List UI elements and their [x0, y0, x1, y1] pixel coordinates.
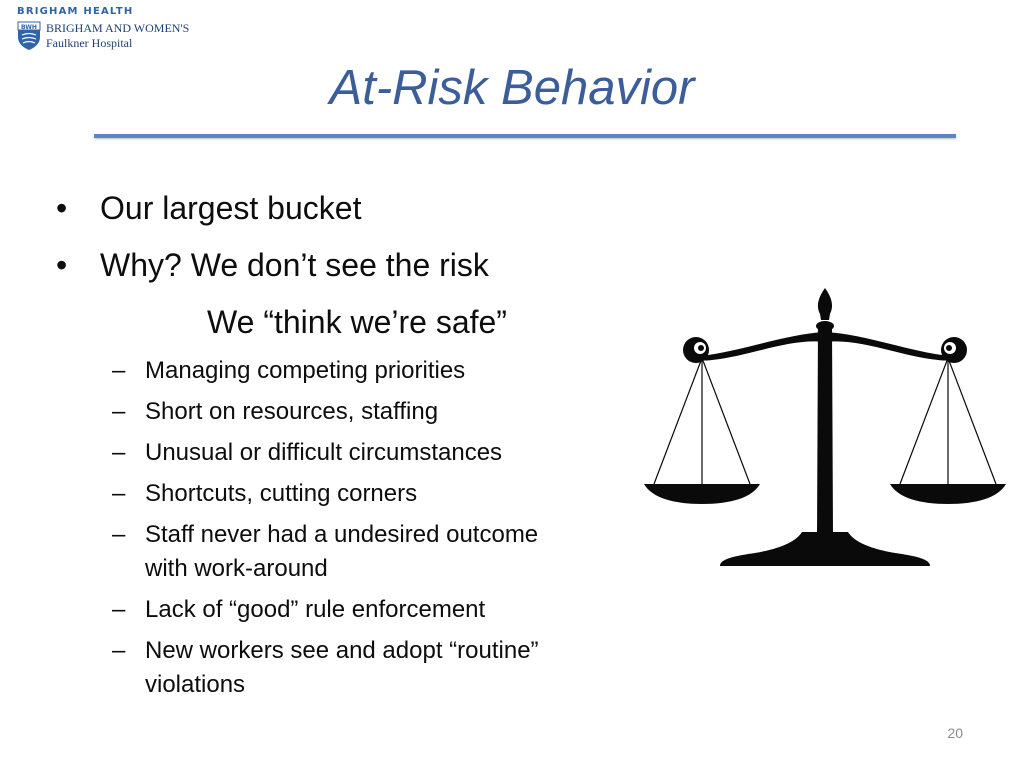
dash-marker: – — [112, 637, 126, 664]
sub-bullet-text: New workers see and adopt “routine” — [145, 637, 539, 664]
hospital-name: BRIGHAM AND WOMEN'S — [46, 21, 190, 35]
sub-bullet-item — [112, 436, 502, 470]
dash-marker: – — [112, 480, 126, 507]
sub-bullet-text: Lack of “good” rule enforcement — [145, 596, 486, 623]
sub-bullet-text: Managing competing priorities — [145, 357, 466, 384]
sub-bullet-text: Short on resources, staffing — [145, 398, 439, 425]
title-divider — [94, 134, 956, 138]
dash-marker: – — [112, 398, 126, 425]
sub-bullet-item — [112, 395, 438, 429]
sub-bullet-item — [112, 634, 539, 702]
subheading: We “think we’re safe” — [207, 304, 507, 340]
bullet-item — [56, 247, 489, 284]
dash-marker: – — [112, 357, 126, 384]
sub-bullet-item — [112, 477, 417, 511]
shield-icon — [17, 21, 41, 51]
bullet-marker: • — [56, 190, 68, 226]
bullet-text: Our largest bucket — [100, 190, 362, 226]
sub-bullet-item — [112, 518, 538, 586]
bullet-marker: • — [56, 247, 68, 283]
page-number: 20 — [947, 725, 963, 741]
dash-marker: – — [112, 596, 126, 623]
dash-marker: – — [112, 439, 126, 466]
hospital-logo — [17, 6, 217, 56]
sub-bullet-continuation: with work-around — [145, 555, 328, 582]
sub-bullet-item — [112, 354, 465, 388]
hospital-subname: Faulkner Hospital — [46, 36, 133, 50]
sub-bullet-text: Staff never had a undesired outcome — [145, 521, 539, 548]
slide-title: At-Risk Behavior — [329, 61, 695, 115]
sub-bullet-item — [112, 593, 485, 627]
sub-bullet-text: Shortcuts, cutting corners — [145, 480, 418, 507]
bullet-text: Why? We don’t see the risk — [100, 247, 489, 283]
sub-bullet-text: Unusual or difficult circumstances — [145, 439, 503, 466]
bullet-item — [56, 190, 361, 227]
dash-marker: – — [112, 521, 126, 548]
sub-bullet-continuation: violations — [145, 671, 246, 698]
balance-scale-icon — [640, 286, 1010, 576]
shield-text: BWH — [21, 24, 37, 31]
brand-name: BRIGHAM HEALTH — [17, 6, 134, 17]
